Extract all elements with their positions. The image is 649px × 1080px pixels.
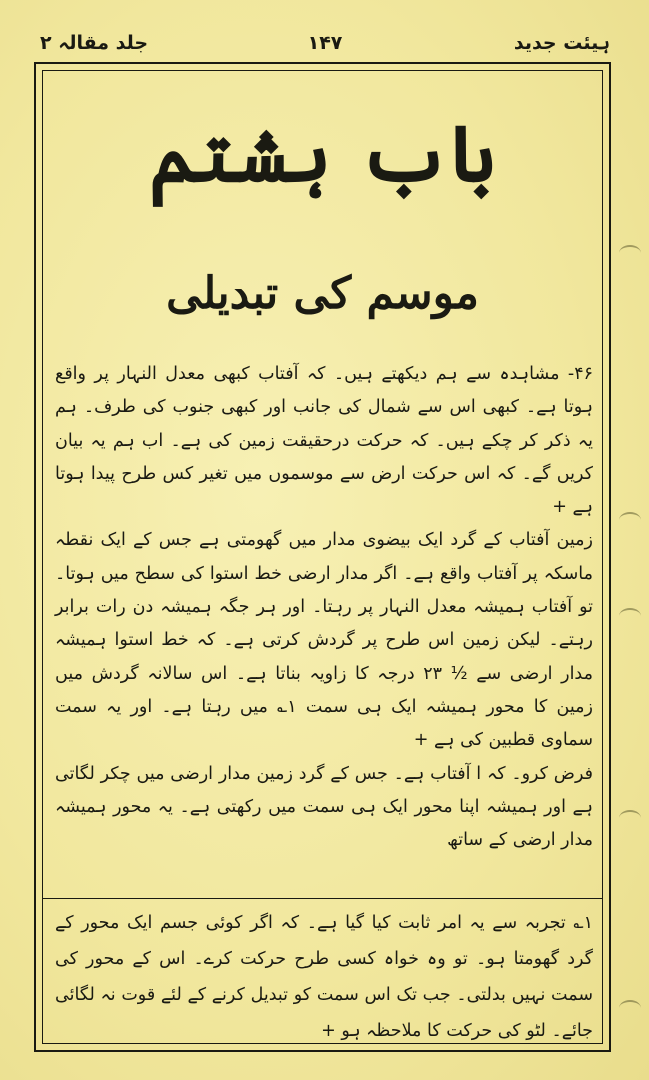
footnote	[55, 905, 593, 1049]
page-edge-crease	[619, 810, 641, 826]
page-edge-crease	[619, 608, 641, 624]
running-head	[40, 32, 610, 62]
chapter-title: باب ہشتم	[148, 109, 497, 200]
paragraph-suppose: فرض کرو۔ کہ ا آفتاب ہے۔ جس کے گرد زمین مدار ارضی میں چکر لگاتی ہے اور ہمیشہ اپنا محور ایک ہی سمت میں رکھتی ہے۔ یہ محور ہمیشہ مدار ارضی کے ساتھ	[55, 763, 593, 851]
chapter-subtitle: موسم کی تبدیلی	[166, 268, 479, 319]
footnote-text: ۱؎ تجربہ سے یہ امر ثابت کیا گیا ہے۔ کہ اگر کوئی جسم ایک محور کے گرد گھومتا ہو۔ تو وہ خواہ کسی طرح حرکت کرے۔ اس کے محور کی سمت نہیں بدلتی۔ جب تک اس سمت کو تبدیل کرنے کے لئے قوت نہ لگائی جائے۔ لٹو کی حرکت کا ملاحظہ ہو +	[55, 913, 593, 1041]
page-edge-crease	[619, 245, 641, 261]
footnote-divider	[42, 898, 603, 899]
page-edge-crease	[619, 1000, 641, 1016]
page-edge-crease	[619, 512, 641, 528]
paragraph-earth-orbit: زمین آفتاب کے گرد ایک بیضوی مدار میں گھومتی ہے جس کے ایک نقطہ ماسکہ پر آفتاب واقع ہے۔ اگر مدار ارضی خط استوا کی سطح میں ہوتا۔ تو آفتاب ہمیشہ معدل النہار پر رہتا۔ اور ہر جگہ ہمیشہ دن رات برابر رہتے۔ لیکن زمین اس طرح پر گردش کرتی ہے۔ کہ خط استوا ہمیشہ مدار ارضی سے ½ ۲۳ درجہ کا زاویہ بناتا ہے۔ اس سالانہ گردش میں زمین کا محور ہمیشہ ایک ہی سمت ۱؎ میں رہتا ہے۔ اور یہ سمت سماوی قطبین کی ہے +	[55, 530, 593, 751]
book-title: ہیئت جدید	[513, 32, 610, 54]
paragraph-46: ۴۶- مشاہدہ سے ہم دیکھتے ہیں۔ کہ آفتاب کبھی معدل النہار پر واقع ہوتا ہے۔ کبھی اس سے شمال کی جانب اور کبھی جنوب کی طرف۔ ہم یہ ذکر کر چکے ہیں۔ کہ حرکت درحقیقت زمین کی ہے۔ اب ہم یہ بیان کریں گے۔ کہ اس حرکت ارض سے موسموں میں تغیر کس طرح پیدا ہوتا ہے +	[55, 364, 593, 518]
volume-label: جلد مقالہ ۲	[40, 32, 149, 54]
page-number: ۱۴۷	[307, 32, 343, 54]
main-text	[55, 358, 593, 857]
